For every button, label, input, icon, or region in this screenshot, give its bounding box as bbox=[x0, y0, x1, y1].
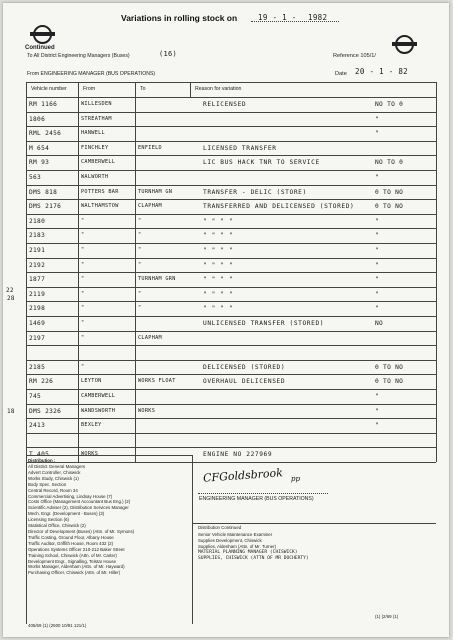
table-row-line bbox=[26, 345, 436, 346]
note-cell: 0 TO NO bbox=[375, 203, 404, 211]
reason-cell: " " " " bbox=[203, 217, 234, 225]
table-row-line bbox=[26, 447, 436, 448]
distribution-item: Mech. Engr. (Development - Buses) (3) bbox=[28, 511, 105, 517]
distribution-item: Operations Systems Officer 210-212 Baker Street bbox=[28, 546, 125, 552]
from-cell: BEXLEY bbox=[81, 422, 102, 429]
from-cell: STREATHAM bbox=[81, 115, 112, 122]
to-cell: " bbox=[138, 217, 142, 224]
from-cell: WILLESDEN bbox=[81, 101, 112, 107]
note-cell: 0 TO NO bbox=[375, 378, 404, 386]
reason-cell: UNLICENSED TRANSFER (STORED) bbox=[203, 320, 325, 327]
vehicle-cell: 2191 bbox=[29, 247, 46, 254]
table-row-line bbox=[26, 141, 436, 142]
vehicle-cell: 2183 bbox=[29, 232, 46, 240]
to-cell: " bbox=[138, 305, 142, 312]
to-line: To All District Engineering Managers (Buses) bbox=[27, 53, 130, 59]
distribution-item: Scientific Adviser (2), Distribution Services Manager bbox=[28, 505, 129, 511]
table-row-line bbox=[26, 243, 436, 244]
vehicle-cell: RM 226 bbox=[29, 378, 54, 386]
signature-caption: ENGINEERING MANAGER (BUS OPERATIONS) bbox=[199, 496, 314, 502]
vehicle-cell: 1469 bbox=[29, 320, 46, 327]
table-column-divider bbox=[135, 82, 136, 462]
table-column-divider bbox=[26, 82, 27, 462]
note-cell: NO TO 0 bbox=[375, 101, 404, 108]
from-cell: POTTERS BAR bbox=[81, 188, 119, 195]
table-row-line bbox=[26, 126, 436, 127]
reason-cell: " " " " bbox=[203, 232, 234, 240]
continued-label: Continued bbox=[25, 45, 55, 51]
from-cell: LEYTON bbox=[81, 378, 102, 385]
to-cell: " bbox=[138, 247, 142, 253]
distribution-continued-item: Supplies Development, Chiswick bbox=[198, 537, 262, 543]
table-row-line bbox=[26, 112, 436, 113]
note-cell: " bbox=[375, 290, 380, 298]
vehicle-cell: DMS 2326 bbox=[29, 407, 62, 415]
vehicle-cell: DMS 818 bbox=[29, 188, 58, 196]
from-cell: " bbox=[81, 320, 85, 326]
table-column-divider bbox=[190, 82, 191, 97]
from-cell: " bbox=[81, 290, 85, 297]
footer-right: (1) (2/69 (1) bbox=[375, 614, 399, 619]
note-cell: 0 TO NO bbox=[375, 188, 404, 196]
distribution-item: Licensing Section (6) bbox=[28, 517, 70, 523]
table-row-line bbox=[26, 374, 436, 375]
distribution-continued-heading: Distribution Continued bbox=[198, 525, 242, 530]
from-cell: WALWORTH bbox=[81, 174, 109, 180]
distribution-list bbox=[28, 464, 134, 576]
distribution-continued-item: SUPPLIES, CHISWICK (ATTN OF MR DOCHERTY) bbox=[198, 555, 309, 561]
table-row-line bbox=[26, 155, 436, 156]
vehicle-cell: RM 93 bbox=[29, 159, 50, 167]
reason-cell: " " " " bbox=[203, 276, 234, 284]
col-header-to: To bbox=[140, 86, 146, 92]
reference: Reference 105/1/ bbox=[333, 53, 376, 59]
vehicle-cell: 563 bbox=[29, 174, 42, 181]
distribution-item: Central Record, Room 34 bbox=[28, 487, 78, 493]
signature-handwritten: CFGoldsbrook bbox=[202, 466, 284, 485]
note-cell: " bbox=[375, 130, 380, 138]
to-cell: ENFIELD bbox=[138, 144, 162, 151]
from-cell: HANWELL bbox=[81, 130, 105, 137]
col-header-reason: Reason for variation bbox=[195, 86, 242, 92]
from-cell: " bbox=[81, 334, 85, 341]
note-cell: NO TO 0 bbox=[375, 159, 404, 167]
vehicle-cell: 1877 bbox=[29, 276, 46, 284]
note-cell: " bbox=[375, 305, 380, 313]
vehicle-cell: 2197 bbox=[29, 334, 46, 342]
table-row-line bbox=[26, 418, 436, 419]
note-cell: " bbox=[375, 247, 380, 254]
title-date-day: 19 - 1 - bbox=[258, 13, 297, 22]
note-cell: " bbox=[375, 115, 380, 123]
distribution-item: Training School, Chiswick (Attn. of Mr. Carter) bbox=[28, 552, 117, 558]
vehicle-cell: RML 2456 bbox=[29, 130, 62, 138]
table-row-line bbox=[26, 301, 436, 302]
reason-cell: " " " " bbox=[203, 261, 234, 269]
distribution-item: Advert Controller, Chiswick bbox=[28, 469, 81, 475]
reason-cell: LICENSED TRANSFER bbox=[203, 144, 277, 152]
to-cell: " bbox=[138, 261, 142, 268]
distribution-heading: Distribution : bbox=[28, 458, 56, 463]
from-cell: WORKS bbox=[81, 451, 99, 458]
table-row-line bbox=[26, 170, 436, 171]
col-header-from: From bbox=[83, 86, 96, 92]
note-cell: " bbox=[375, 217, 380, 225]
distribution-continued-item: Senior Vehicle Maintenance Examiner bbox=[198, 532, 273, 537]
distribution-continued-list bbox=[198, 532, 309, 562]
vehicle-cell: 2180 bbox=[29, 217, 46, 225]
distribution-item: Traffic Costing, Ground Floor, Albany House bbox=[28, 534, 114, 540]
to-number: (16) bbox=[159, 50, 178, 58]
reason-cell: " " " " bbox=[203, 305, 234, 313]
reason-cell: ENGINE NO 227969 bbox=[203, 451, 273, 459]
form-title: Variations in rolling stock on bbox=[121, 13, 238, 23]
note-cell: " bbox=[375, 422, 380, 430]
vehicle-cell: DMS 2176 bbox=[29, 203, 62, 211]
table-row-line bbox=[26, 389, 436, 390]
from-cell: FINCHLEY bbox=[81, 144, 109, 151]
rolling-stock-form bbox=[3, 3, 449, 637]
to-cell: WORKS bbox=[138, 407, 156, 414]
distribution-item: Costs Office (Management Accountant Bus Eng.) (2) bbox=[28, 499, 131, 505]
to-cell: CLAPHAM bbox=[138, 203, 162, 210]
from-cell: CAMBERWELL bbox=[81, 159, 116, 166]
distribution-item: Purchasing Officer, Chiswick (Attn. of Mr. Hiller) bbox=[28, 570, 121, 576]
from-cell: CAMBERWELL bbox=[81, 393, 116, 399]
note-cell: NO bbox=[375, 320, 384, 327]
vehicle-cell: 2198 bbox=[29, 305, 46, 313]
table-column-divider bbox=[78, 82, 79, 462]
signature-line bbox=[198, 493, 328, 494]
from-cell: " bbox=[81, 363, 85, 370]
reason-cell: LIC BUS HACK TNR TO SERVICE bbox=[203, 159, 320, 167]
vehicle-cell: RM 1166 bbox=[29, 101, 58, 108]
vehicle-cell: 745 bbox=[29, 393, 42, 400]
distribution-item: All District General Managers bbox=[28, 464, 86, 469]
reason-cell: DELICENSED (STORED) bbox=[203, 363, 286, 371]
to-cell: TURNHAM GN bbox=[138, 188, 173, 195]
distribution-item: Commercial Advertising, Lindsay House (7) bbox=[28, 493, 113, 499]
date-value: 20 - 1 - 82 bbox=[355, 67, 408, 76]
margin-note-2: 28 bbox=[7, 295, 15, 302]
note-cell: " bbox=[375, 174, 380, 181]
table-row-line bbox=[26, 228, 436, 229]
distribution-continued-item: Supplies, Aldenham (Attn. of Mr. Turner) bbox=[198, 543, 277, 549]
table-row-line bbox=[26, 214, 436, 215]
from-cell: " bbox=[81, 305, 85, 312]
table-row-line bbox=[26, 331, 436, 332]
from-cell: " bbox=[81, 232, 85, 239]
table-row-line bbox=[26, 404, 436, 405]
from-cell: " bbox=[81, 261, 85, 268]
reason-cell: RELICENSED bbox=[203, 101, 247, 108]
distribution-item: Traffic Auditor, Griffith House, Room 432 (2) bbox=[28, 540, 114, 546]
note-cell: " bbox=[375, 407, 380, 415]
table-row-line bbox=[26, 97, 436, 98]
from-cell: WALTHAMSTOW bbox=[81, 203, 119, 210]
reason-cell: " " " " bbox=[203, 290, 234, 298]
from-cell: " bbox=[81, 247, 85, 253]
from-cell: " bbox=[81, 276, 85, 283]
distribution-item: Director of Development (Buses) (Attn. of Mr. Symons) bbox=[28, 528, 135, 534]
to-cell: WORKS FLOAT bbox=[138, 378, 176, 385]
note-cell: " bbox=[375, 261, 380, 269]
margin-note-3: 18 bbox=[7, 408, 15, 415]
reason-cell: OVERHAUL DELICENSED bbox=[203, 378, 286, 386]
col-header-vehicle: Vehicle number bbox=[31, 86, 67, 92]
title-date-year: 1982 bbox=[308, 13, 328, 22]
table-row-line bbox=[26, 185, 436, 186]
vehicle-cell: 2185 bbox=[29, 363, 46, 371]
distribution-continued-item: MATERIAL PLANNING MANAGER (CHISWICK) bbox=[198, 549, 298, 555]
vehicle-cell: M 654 bbox=[29, 144, 50, 152]
distribution-item: Body Spec. Section bbox=[28, 481, 67, 487]
to-cell: " bbox=[138, 290, 142, 297]
note-cell: 0 TO NO bbox=[375, 363, 404, 371]
table-row-line bbox=[26, 199, 436, 200]
note-cell: " bbox=[375, 276, 380, 284]
table-row-line bbox=[26, 433, 436, 434]
distribution-item: Statistical Office, Chiswick (2) bbox=[28, 523, 86, 529]
distribution-item: Development Engr., Signalling, Telstar House bbox=[28, 558, 117, 564]
vehicle-cell: T 405 bbox=[29, 451, 50, 459]
footer-code: 405/69 (1) (2500 10/81 121/1) bbox=[28, 623, 87, 628]
vehicle-cell: 2413 bbox=[29, 422, 46, 430]
reason-cell: " " " " bbox=[203, 247, 234, 254]
distribution-item: Works Study, Chiswick (1) bbox=[28, 475, 79, 481]
table-row-line bbox=[26, 287, 436, 288]
to-cell: TURNHAM GRN bbox=[138, 276, 176, 283]
table-row-line bbox=[26, 258, 436, 259]
signature-initials: pp bbox=[291, 475, 300, 483]
table-row-line bbox=[26, 316, 436, 317]
vehicle-cell: 1806 bbox=[29, 115, 46, 123]
date-label: Date bbox=[335, 71, 347, 77]
reason-cell: TRANSFER - DELIC (STORE) bbox=[203, 188, 307, 196]
note-cell: " bbox=[375, 393, 380, 400]
from-line: From ENGINEERING MANAGER (BUS OPERATIONS) bbox=[27, 71, 156, 77]
table-top-border bbox=[26, 82, 436, 83]
from-cell: WANDSWORTH bbox=[81, 407, 116, 414]
to-cell: CLAPHAM bbox=[138, 334, 162, 341]
vehicle-cell: 2119 bbox=[29, 290, 46, 298]
to-cell: " bbox=[138, 232, 142, 239]
margin-note-1: 22 bbox=[6, 287, 14, 294]
note-cell: " bbox=[375, 232, 380, 240]
table-row-line bbox=[26, 272, 436, 273]
distribution-item: Works Manager, Aldenham (Attn. of Mr. Hayward) bbox=[28, 564, 125, 570]
table-column-divider bbox=[436, 82, 437, 462]
from-cell: " bbox=[81, 217, 85, 224]
vehicle-cell: 2192 bbox=[29, 261, 46, 269]
table-row-line bbox=[26, 360, 436, 361]
reason-cell: TRANSFERRED AND DELICENSED (STORED) bbox=[203, 203, 355, 211]
